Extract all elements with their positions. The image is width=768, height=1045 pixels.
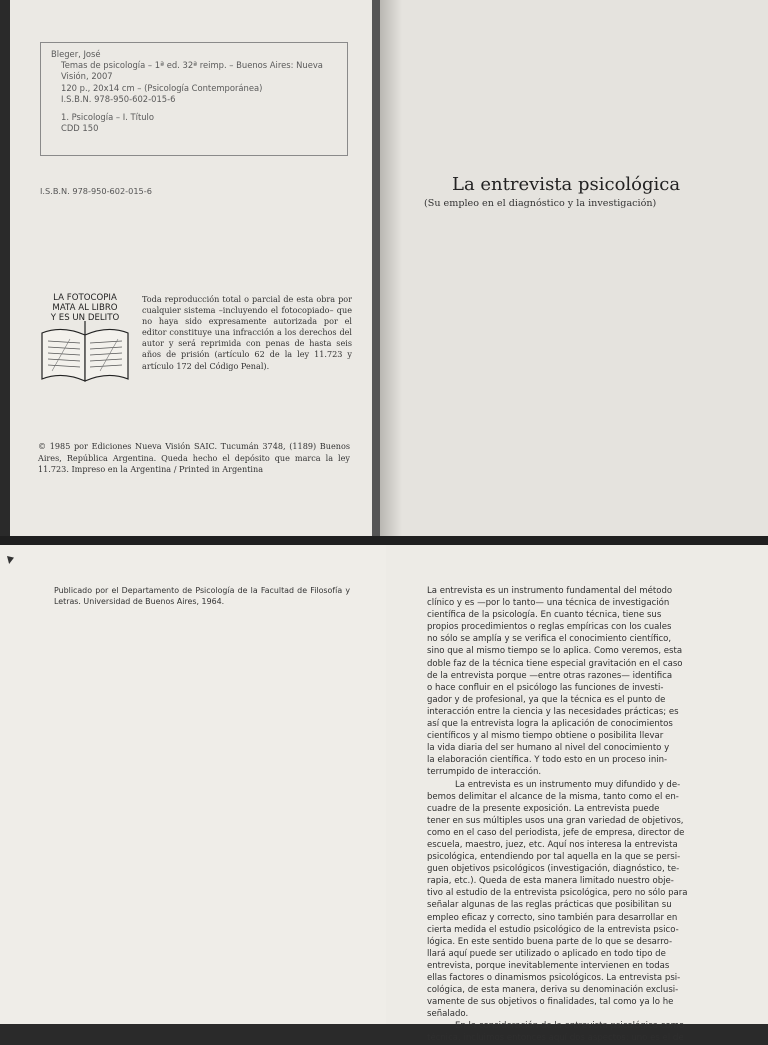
text-line: llará aquí puede ser utilizado o aplicado en todo tipo de xyxy=(427,948,666,959)
text-line: La entrevista es un instrumento fundamental del método xyxy=(427,586,673,596)
text-line: la vida diaria del ser humano al nivel del conocimiento y xyxy=(427,743,670,754)
text-line: rapia, etc.). Queda de esta manera limitado nuestro obje- xyxy=(427,876,674,887)
text-line: ellas factores o dinamismos psicológicos. La entrevista psi- xyxy=(427,973,681,983)
text-line: científicos y al mismo tiempo obtiene o posibilita llevar xyxy=(427,731,664,742)
text-line: como en el caso del periodista, jefe de empresa, director de xyxy=(427,827,685,838)
text-line: En la consideración de la entrevista psicológica como xyxy=(455,1021,685,1032)
isbn: I.S.B.N. 978-950-602-015-6 xyxy=(40,186,152,196)
text-line: escuela, maestro, juez, etc. Aquí nos interesa la entrevista xyxy=(427,839,678,850)
logo-line: Y ES UN DELITO xyxy=(50,313,120,323)
catalog-line: 120 p., 20x14 cm – (Psicología Contemporánea) xyxy=(61,82,263,93)
text-line: La entrevista es un instrumento muy difundido y de- xyxy=(455,779,681,790)
open-book-icon xyxy=(40,321,130,385)
text-line: cológica, de esta manera, deriva su denominación exclusi- xyxy=(427,985,679,996)
text-line: vamente de sus objetivos o finalidades, tal como ya lo he xyxy=(427,997,674,1008)
text-line: guen objetivos psicológicos (investigación, diagnóstico, te- xyxy=(427,864,680,875)
catalog-line: CDD 150 xyxy=(61,123,99,134)
chapter-body xyxy=(427,585,727,1045)
text-line: doble faz de la técnica tiene especial gravitación en el caso xyxy=(427,658,683,669)
catalog-line: I.S.B.N. 978-950-602-015-6 xyxy=(61,93,176,104)
catalog-line: Bleger, José xyxy=(51,49,101,59)
text-line: señalado. xyxy=(427,1009,469,1020)
text-line: científica de la psicología. En cuanto técnica, tiene sus xyxy=(427,610,662,621)
catalog-line: 1. Psicología – I. Título xyxy=(61,112,154,123)
text-line: clínico y es —por lo tanto— una técnica de investigación xyxy=(427,598,670,609)
text-line: tivo al estudio de la entrevista psicológica, pero no sólo para xyxy=(427,888,688,899)
text-line: de la entrevista porque —entre otras razones— identifica xyxy=(427,670,673,681)
catalog-line: Temas de psicología – 1ª ed. 32ª reimp. – Buenos Aires: Nueva xyxy=(61,60,323,71)
text-line: sino que al mismo tiempo se lo aplica. Como veremos, esta xyxy=(427,646,683,657)
text-line: lógica. En este sentido buena parte de lo que se desarro- xyxy=(427,936,673,947)
logo-text xyxy=(40,293,130,323)
text-line: gador y de profesional, ya que la técnica es el punto de xyxy=(427,694,666,705)
scan-gap xyxy=(0,536,768,545)
publication-note: Publicado por el Departamento de Psicología de la Facultad de Filosofía y Letras. Universidad de Buenos Aires, 1964. xyxy=(54,586,350,606)
text-line: propios procedimientos o reglas empíricas con los cuales xyxy=(427,622,672,633)
text-line: psicológica, entendiendo por tal aquella en la que se persi- xyxy=(427,852,681,863)
book-title: La entrevista psicológica xyxy=(452,174,681,195)
text-line: señalar algunas de las reglas prácticas que posibilitan su xyxy=(427,900,672,911)
text-line: terrumpido de interacción. xyxy=(427,767,542,778)
text-line: bemos delimitar el alcance de la misma, tanto como el en- xyxy=(427,791,679,802)
text-line: cierta medida el estudio psicológico de la entrevista psico- xyxy=(427,924,679,935)
text-line: tener en sus múltiples usos una gran variedad de objetivos, xyxy=(427,815,684,826)
copyright-warning: Toda reproducción total o parcial de esta obra por cualquier sistema –incluyendo el fotocopiado– que no haya sido expresamente autorizada por el editor constituye una infracción a los derechos del autor y será reprimida con penas de hasta seis años de prisión (artículo 62 de la ley 11.723 y artículo 172 del Código Penal). xyxy=(142,294,352,371)
title-page xyxy=(380,0,768,538)
catalog-card xyxy=(40,42,348,156)
text-line: la elaboración científica. Y todo esto en un proceso inin- xyxy=(427,755,668,766)
text-line: empleo eficaz y correcto, sino también para desarrollar en xyxy=(427,912,678,923)
text-line: cuadre de la presente exposición. La entrevista puede xyxy=(427,803,660,814)
text-line: entrevista, porque inevitablemente intervienen en todas xyxy=(427,960,670,971)
copyright-notice: © 1985 por Ediciones Nueva Visión SAIC. Tucumán 3748, (1189) Buenos Aires, República Argentina. Queda hecho el depósito que marca la ley 11.723. Impreso en la Argentina / Printed in Argentina xyxy=(38,441,350,474)
text-line: técnica, incluimos entonces aquí dos aspectos: uno es el de xyxy=(427,1033,684,1044)
logo-line: MATA AL LIBRO xyxy=(52,303,118,313)
spine-gap xyxy=(372,0,380,540)
book-subtitle: (Su empleo en el diagnóstico y la investigación) xyxy=(424,198,657,209)
anti-photocopy-logo xyxy=(40,293,130,385)
text-line: así que la entrevista logra la aplicación de conocimientos xyxy=(427,719,673,730)
catalog-line: Visión, 2007 xyxy=(61,71,113,82)
text-line: o hace confluir en el psicólogo las funciones de investi- xyxy=(427,682,664,693)
logo-line: LA FOTOCOPIA xyxy=(53,293,117,303)
binding-shadow xyxy=(380,0,402,538)
text-line: no sólo se amplía y se verifica el conocimiento científico, xyxy=(427,634,672,645)
text-line: interacción entre la ciencia y las necesidades prácticas; es xyxy=(427,706,679,717)
dedication-page xyxy=(0,545,386,1024)
